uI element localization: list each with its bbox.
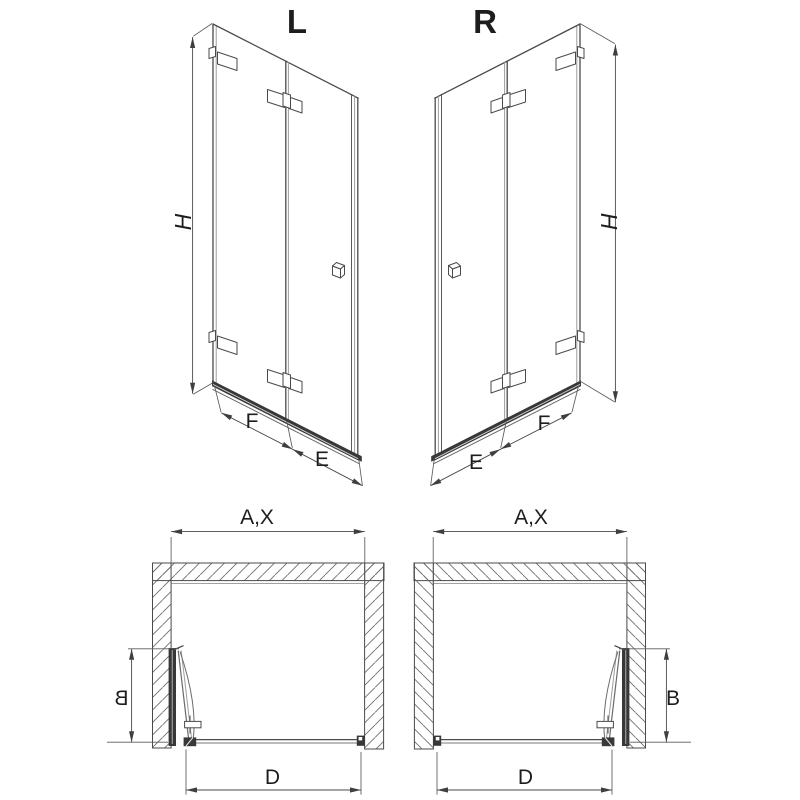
b-dim-label-right: B (665, 687, 681, 710)
f-dim-label-left: F (245, 410, 259, 433)
height-dim-label-right: H (596, 212, 622, 230)
ax-dim-label-left: A,X (240, 506, 274, 529)
plan-view-right (414, 506, 691, 795)
b-dim-label-left: B (114, 687, 129, 710)
plan-view-left (107, 506, 384, 795)
f-dim-label-right: F (537, 412, 551, 435)
height-dim-label-left: H (170, 213, 196, 231)
e-dim-label-left: E (314, 448, 330, 471)
ax-dim-label-right: A,X (514, 506, 548, 529)
variant-label-right: R (473, 3, 497, 40)
d-dim-label-left: D (264, 766, 281, 789)
d-dim-label-right: D (517, 766, 534, 789)
front-view-right (430, 3, 622, 486)
e-dim-label-right: E (468, 451, 484, 474)
front-view-left (170, 3, 363, 486)
variant-label-left: L (286, 3, 308, 40)
